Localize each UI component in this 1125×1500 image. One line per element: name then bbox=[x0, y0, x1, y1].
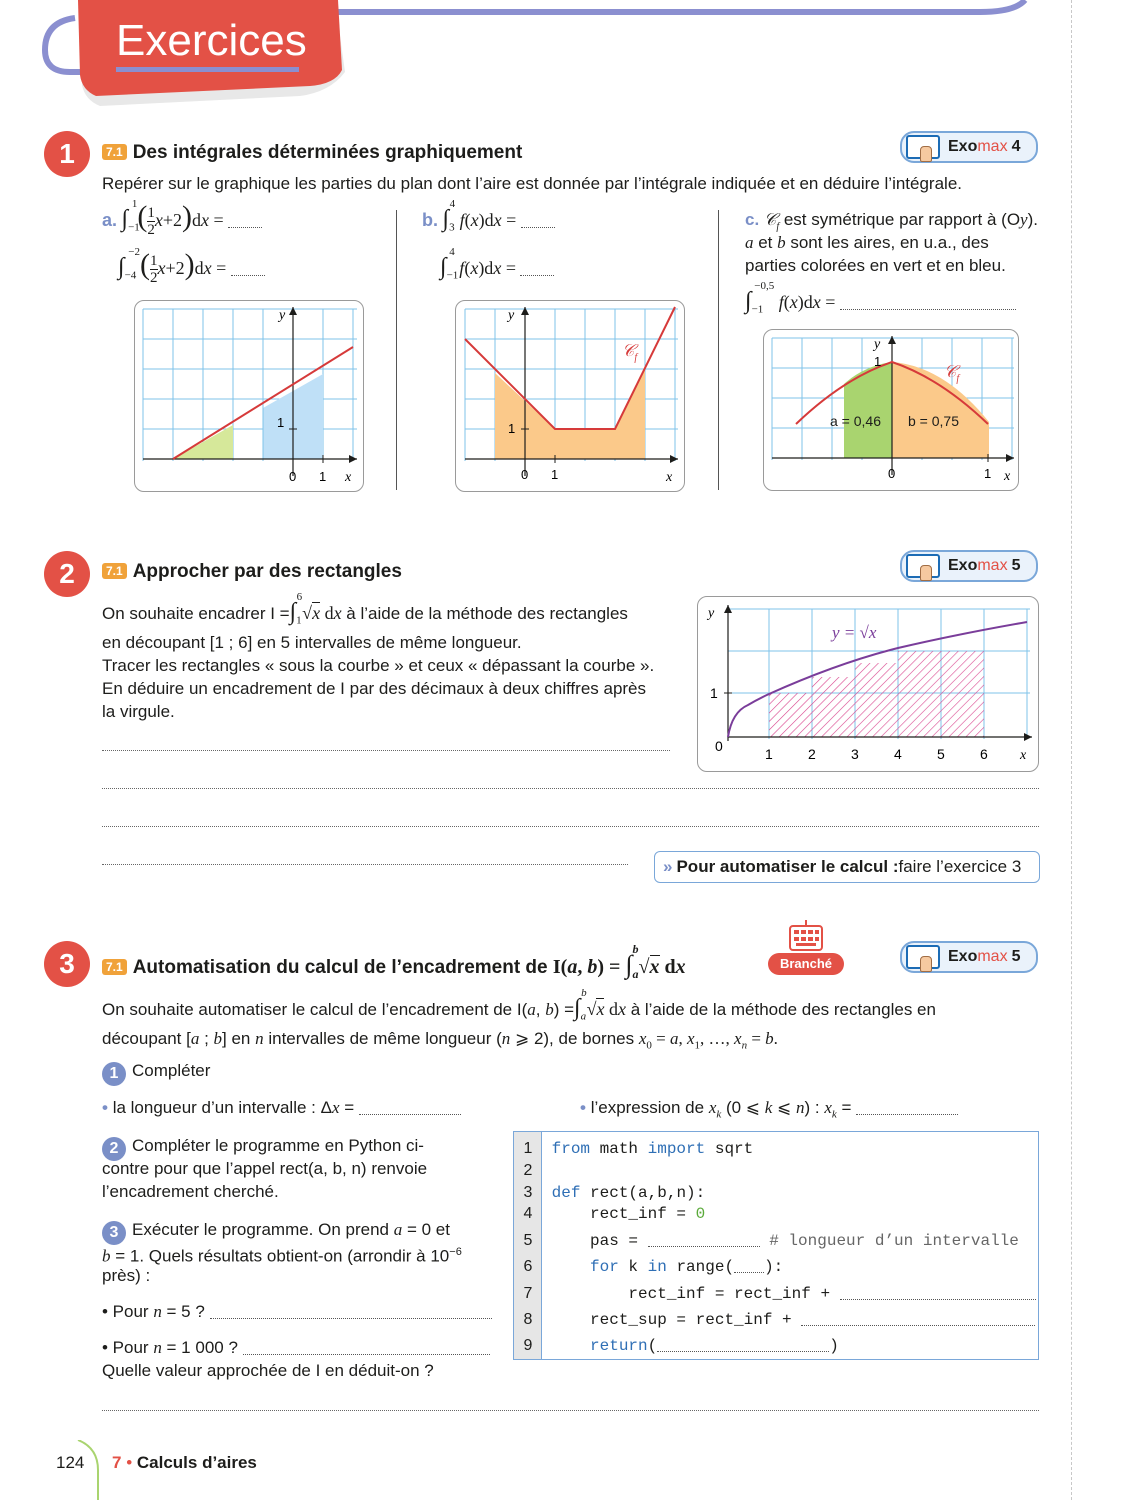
code-line-3: 3 def rect(a,b,n): bbox=[523, 1184, 706, 1202]
column-separator bbox=[396, 210, 397, 490]
rectangle bbox=[769, 693, 812, 737]
svg-text:1: 1 bbox=[551, 467, 559, 482]
step-number: 1 bbox=[102, 1062, 126, 1086]
curve-label-c: 𝒞$_f$ bbox=[944, 362, 960, 385]
exercise-2-line4: En déduire un encadrement de I par des décimaux à deux chiffres après bbox=[102, 679, 647, 698]
code-line-4: 4 rect_inf = 0 bbox=[523, 1205, 706, 1223]
section-tag: 7.1 bbox=[102, 144, 127, 160]
exomax-button-2[interactable] bbox=[900, 550, 1038, 582]
graph-b-svg bbox=[456, 301, 686, 493]
integral-a2: $\int_{-4}^{-2}$( $\frac{1}{2}$ x+2)dx = bbox=[118, 253, 265, 288]
code-blank[interactable] bbox=[801, 1325, 1035, 1326]
code-line-8: 8 rect_sup = rect_inf + bbox=[514, 1307, 1035, 1333]
svg-text:0: 0 bbox=[715, 738, 723, 754]
section-tag: 7.1 bbox=[102, 959, 127, 975]
code-blank[interactable] bbox=[657, 1351, 829, 1352]
svg-text:1: 1 bbox=[710, 685, 718, 701]
right-margin-guide bbox=[1071, 0, 1072, 1500]
automate-hint-text: faire l’exercice 3 bbox=[898, 857, 1022, 876]
area-b-orange bbox=[892, 362, 989, 458]
header-frame bbox=[0, 0, 1125, 110]
graph-c-svg bbox=[764, 330, 1020, 492]
step-2-line3: l’encadrement cherché. bbox=[102, 1182, 279, 1201]
branche-label: Branché bbox=[768, 953, 844, 975]
code-line-2: 2 bbox=[523, 1162, 533, 1179]
answer-line[interactable] bbox=[102, 864, 628, 865]
exomax-label-suffix: max bbox=[977, 948, 1008, 965]
svg-text:1: 1 bbox=[277, 415, 285, 430]
svg-text:0: 0 bbox=[289, 469, 297, 484]
step-number: 2 bbox=[102, 1137, 126, 1161]
exercise-1-instructions: Repérer sur le graphique les parties du plan dont l’aire est donnée par l’intégrale indiquée et en déduire l’intégrale. bbox=[102, 174, 963, 193]
step-2-line2: contre pour que l’appel rect(a, b, n) renvoie bbox=[102, 1159, 428, 1178]
exomax-count: 5 bbox=[1011, 557, 1021, 574]
svg-text:x: x bbox=[1020, 748, 1027, 763]
svg-text:0: 0 bbox=[888, 466, 896, 481]
svg-text:3: 3 bbox=[851, 746, 859, 762]
exercise-title-2 bbox=[102, 561, 402, 583]
integral-b2: $\int_{-1}^4$ f(x)dx = bbox=[440, 253, 554, 288]
step-1: 1 Compléter bbox=[102, 1059, 210, 1086]
svg-text:6: 6 bbox=[980, 746, 988, 762]
exomax-label: Exo bbox=[948, 557, 978, 574]
column-separator bbox=[718, 210, 719, 490]
exomax-label-suffix: max bbox=[977, 138, 1008, 155]
svg-text:0: 0 bbox=[521, 467, 529, 482]
exomax-label-suffix: max bbox=[977, 557, 1008, 574]
question-approx: Quelle valeur approchée de I en déduit-on ? bbox=[102, 1361, 434, 1380]
item-label-b: b. bbox=[422, 210, 438, 230]
exomax-count: 5 bbox=[1011, 948, 1021, 965]
item-c-line2: a et b sont les aires, en u.a., des bbox=[745, 233, 989, 252]
step-number: 3 bbox=[102, 1221, 126, 1245]
svg-text:5: 5 bbox=[937, 746, 945, 762]
page-number: 124 bbox=[56, 1453, 85, 1472]
answer-line[interactable] bbox=[102, 1410, 1039, 1411]
graph-sqrt bbox=[697, 596, 1039, 772]
graph-a-svg bbox=[135, 301, 365, 493]
code-line-5: 5 pas = # longueur d’un intervalle bbox=[523, 1232, 1019, 1250]
exercise-number-1: 1 bbox=[44, 131, 90, 177]
svg-text:2: 2 bbox=[808, 746, 816, 762]
automate-hint[interactable] bbox=[654, 851, 1040, 883]
curve-label-sqrt: y = √x bbox=[832, 623, 877, 642]
pointer-icon bbox=[906, 945, 940, 969]
graph-b bbox=[455, 300, 685, 492]
code-line-7: 7 rect_inf = rect_inf + bbox=[514, 1281, 1036, 1307]
answer-line[interactable] bbox=[102, 788, 1039, 789]
svg-text:1: 1 bbox=[984, 466, 992, 481]
answer-line[interactable] bbox=[102, 826, 1039, 827]
python-code-block bbox=[513, 1131, 1039, 1360]
svg-text:1: 1 bbox=[508, 421, 516, 436]
area-a-green bbox=[844, 362, 892, 458]
rectangle bbox=[812, 677, 855, 737]
section-tag: 7.1 bbox=[102, 563, 127, 579]
code-blank[interactable] bbox=[734, 1272, 764, 1273]
code-line-6: 6 for k in range( ): bbox=[523, 1258, 784, 1276]
exomax-label: Exo bbox=[948, 948, 978, 965]
area-b-label: b = 0,75 bbox=[908, 413, 959, 429]
svg-text:1: 1 bbox=[874, 354, 882, 369]
answer-field[interactable] bbox=[210, 1318, 492, 1319]
svg-text:y: y bbox=[708, 606, 715, 621]
area-a-label: a = 0,46 bbox=[830, 413, 881, 429]
footer bbox=[0, 1440, 1125, 1500]
svg-text:x: x bbox=[666, 470, 673, 485]
keyboard-icon bbox=[766, 920, 846, 954]
exercise-2-line3: Tracer les rectangles « sous la courbe » et ceux « dépassant la courbe ». bbox=[102, 656, 655, 675]
question-n5: • Pour n = 5 ? bbox=[102, 1300, 492, 1323]
exomax-button-3[interactable] bbox=[900, 941, 1038, 973]
curve-label-b: 𝒞$_f$ bbox=[622, 341, 638, 364]
answer-field[interactable] bbox=[243, 1354, 490, 1355]
exercise-title-1 bbox=[102, 142, 522, 164]
branche-badge bbox=[766, 920, 846, 976]
answer-field[interactable] bbox=[856, 1114, 958, 1115]
exercise-3-intro-line1: On souhaite automatiser le calcul de l’encadrement de I(a, $b) =\int_a^b√x$ dx à l’aide de la méthode des rectangles en bbox=[102, 987, 936, 1023]
svg-text:y: y bbox=[508, 308, 515, 323]
graph-c bbox=[763, 329, 1019, 491]
exomax-count: 4 bbox=[1011, 138, 1021, 155]
exercise-2-line2: en découpant [1 ; 6] en 5 intervalles de même longueur. bbox=[102, 633, 522, 652]
svg-text:1: 1 bbox=[765, 746, 773, 762]
svg-text:y: y bbox=[874, 337, 881, 352]
exercise-number-2: 2 bbox=[44, 551, 90, 597]
rectangle bbox=[855, 663, 898, 737]
code-line-9: 9 return( ) bbox=[523, 1337, 839, 1355]
item-c-line3: parties colorées en vert et en bleu. bbox=[745, 256, 1006, 275]
exercise-title-text: Des intégrales déterminées graphiquement bbox=[132, 142, 523, 163]
item-label-c: c. bbox=[745, 210, 760, 229]
exomax-button-1[interactable] bbox=[900, 131, 1038, 163]
title-underline bbox=[116, 67, 299, 72]
svg-text:1: 1 bbox=[319, 469, 327, 484]
exercise-2-line1: On souhaite encadrer $I =\int_1^6√x$ dx à l’aide de la méthode des rectangles bbox=[102, 591, 628, 627]
page-title: Exercices bbox=[116, 16, 307, 65]
answer-line[interactable] bbox=[102, 750, 670, 751]
exercise-2-line5: la virgule. bbox=[102, 702, 175, 721]
double-chevron-icon: » bbox=[663, 857, 673, 876]
exercise-title-text: Automatisation du calcul de l’encadrement de bbox=[132, 957, 548, 978]
automate-hint-bold: Pour automatiser le calcul : bbox=[676, 857, 899, 876]
bullet-interval-length: • la longueur d’un intervalle : Δx = bbox=[102, 1096, 461, 1119]
exercise-title-text: Approcher par des rectangles bbox=[132, 561, 402, 582]
item-c-line1: c. 𝒞$_f$ est symétrique par rapport à (Oy). bbox=[745, 210, 1038, 233]
exercise-3-intro-line2: découpant [a ; b] en n intervalles de même longueur (n ⩾ 2), de bornes $x_0 = a$, $x_1$, …, $x_n = b$. bbox=[102, 1029, 778, 1052]
exomax-label: Exo bbox=[948, 138, 978, 155]
step-2: 2 Compléter le programme en Python ci- bbox=[102, 1134, 424, 1161]
code-blank[interactable] bbox=[648, 1246, 760, 1247]
step-3-line3: près) : bbox=[102, 1266, 151, 1285]
rectangle bbox=[898, 651, 941, 737]
svg-text:y: y bbox=[279, 308, 286, 323]
integral-c: $\int_{-1}^{-0,5}$ f(x)dx = bbox=[745, 287, 1016, 322]
integral-b1: b. $\int_3^4$ f(x)dx = bbox=[422, 205, 555, 240]
question-n1000: • Pour n = 1 000 ? bbox=[102, 1336, 490, 1359]
item-label-a: a. bbox=[102, 210, 118, 230]
pointer-icon bbox=[906, 554, 940, 578]
pointer-icon bbox=[906, 135, 940, 159]
svg-text:x: x bbox=[1004, 469, 1011, 484]
chapter-label: 7 • Calculs d’aires bbox=[112, 1453, 257, 1472]
exercise-number-3: 3 bbox=[44, 941, 90, 987]
rectangle bbox=[941, 651, 984, 737]
step-3-line2: b = 1. Quels résultats obtient-on (arrondir à $10^{-6}$ bbox=[102, 1246, 462, 1266]
exercise-title-3: 7.1 Automatisation du calcul de l’encadrement de I(a, $b) = \int_a^b√x$ dx bbox=[102, 950, 686, 982]
integral-a1: a. $\int_{-1}^1$( $\frac{1}{2}$ x+2)dx = bbox=[102, 205, 262, 240]
svg-text:x: x bbox=[345, 470, 352, 485]
bullet-xk-expression: • l’expression de $x_k$ (0 ⩽ k ⩽ n) : $x_k$ = bbox=[580, 1096, 958, 1126]
code-blank[interactable] bbox=[840, 1299, 1036, 1300]
graph-a bbox=[134, 300, 364, 492]
step-3: 3 Exécuter le programme. On prend a = 0 et bbox=[102, 1218, 450, 1245]
code-line-1: 1 from math import sqrt bbox=[523, 1140, 754, 1158]
svg-text:4: 4 bbox=[894, 746, 902, 762]
answer-field[interactable] bbox=[359, 1114, 461, 1115]
